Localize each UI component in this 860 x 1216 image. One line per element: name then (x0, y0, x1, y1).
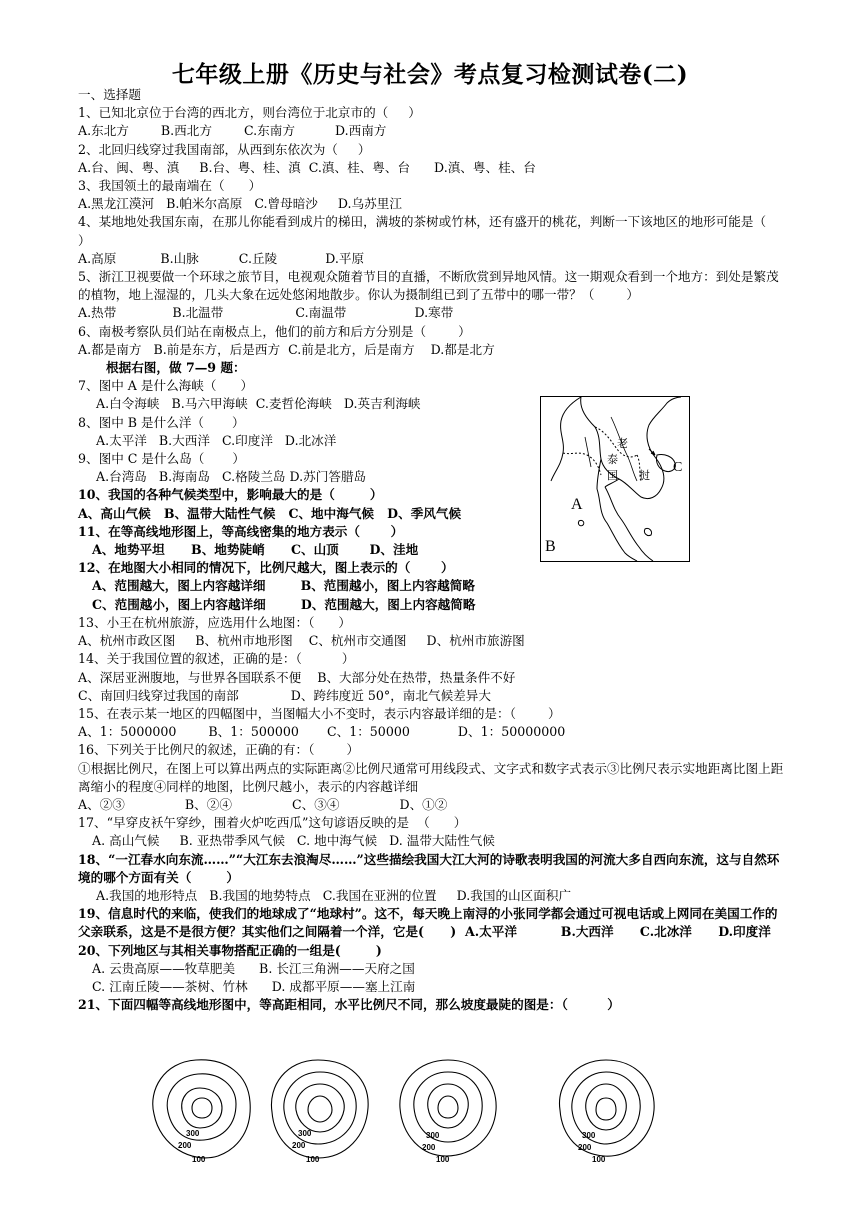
question-18: 18、“一江春水向东流……”“大江东去浪淘尽……”这些描绘我国大江大河的诗歌表明我国的河流大多自西向东流，这与自然环境的哪个方面有关（ ） (78, 851, 780, 885)
options-3: A.黑龙江漠河 B.帕米尔高原 C.曾母暗沙 D.乌苏里江 (78, 196, 402, 212)
options-6: A.都是南方 B.前是东方，后是西方 C.前是北方，后是南方 D.都是北方 (78, 341, 495, 357)
options-9: A.台湾岛 B.海南岛 C.格陵兰岛 D.苏门答腊岛 (96, 469, 367, 485)
options-7: A.白令海峡 B.马六甲海峡 C.麦哲伦海峡 D.英吉利海峡 (96, 396, 421, 412)
question-9: 9、图中 C 是什么岛（ ） (78, 451, 246, 467)
options-5: A.热带 B.北温带 C.南温带 D.寒带 (78, 305, 454, 321)
options-1: A.东北方 B.西北方 C.东南方 D.西南方 (78, 123, 387, 139)
contour-label-100: 100 (306, 1155, 320, 1164)
question-4: 4、某地地处我国东南，在那儿你能看到成片的梯田，满坡的茶树或竹林，还有盛开的桃花，判断一下该地区的地形可能是（ ） (78, 214, 787, 248)
question-13: 13、小王在杭州旅游，应选用什么地图：（ ） (78, 614, 352, 630)
map-label-a: A (571, 496, 583, 513)
southeast-asia-map (540, 396, 690, 562)
contour-drawing (262, 1052, 378, 1168)
question-17: 17、“早穿皮袄午穿纱，围着火炉吃西瓜”这句谚语反映的是 （ ） (78, 815, 467, 831)
contour-label-100: 100 (592, 1155, 606, 1164)
options-18: A.我国的地形特点 B.我国的地势特点 C.我国在亚洲的位置 D.我国的山区面积广 (96, 887, 572, 903)
question-11: 11、在等高线地形图上，等高线密集的地方表示（ ） (78, 523, 404, 539)
page-title: 七年级上册《历史与社会》考点复习检测试卷(二) (171, 61, 689, 88)
options-14b: C、南回归线穿过我国的南部 D、跨纬度近 50°，南北气候差异大 (78, 687, 491, 703)
question-19: 19、信息时代的来临，使我们的地球成了“地球村”。这不，每天晚上南浔的小张同学都会通过可视电话或上网同在美国工作的父亲联系，这是不是很方便？其实他们之间隔着一个洋，它是( ) A.太平洋 B.大西洋 C.北冰洋 D.印度洋 (78, 906, 778, 940)
options-17: A. 高山气候 B. 亚热带季风气候 C. 地中海气候 D. 温带大陆性气候 (92, 833, 495, 849)
question-5: 5、浙江卫视要做一个环球之旅节目，电视观众随着节目的直播，不断欣赏到异地风情。这一期观众看到一个地方：到处是繁茂的植物，地上湿湿的，几头大象在远处悠闲地散步。你认为摄制组已到了五带中的哪一带？（ ） (78, 269, 779, 303)
question-3: 3、我国领土的最南端在（ ） (78, 178, 262, 194)
question-6: 6、南极考察队员们站在南极点上，他们的前方和后方分别是（ ） (78, 323, 471, 339)
contour-label-300: 300 (582, 1131, 596, 1140)
options-20a: A. 云贵高原——牧草肥美 B. 长江三角洲——天府之国 (92, 960, 415, 976)
contour-label-200: 200 (292, 1141, 306, 1150)
contour-label-100: 100 (192, 1155, 206, 1164)
contour-label-300: 300 (298, 1129, 312, 1138)
map-label-tai: 泰 (607, 453, 618, 466)
question-15: 15、在表示某一地区的四幅图中，当图幅大小不变时，表示内容最详细的是：（ ） (78, 705, 561, 721)
map-label-wo: 挝 (639, 469, 650, 482)
options-2: A.台、闽、粤、滇 B.台、粤、桂、滇 C.滇、桂、粤、台 D.滇、粤、桂、台 (78, 159, 536, 175)
question-21: 21、下面四幅等高线地形图中，等高距相同，水平比例尺不同，那么坡度最陡的图是：（ ） (78, 997, 620, 1013)
question-7: 7、图中 A 是什么海峡（ ） (78, 378, 254, 394)
options-13: A、杭州市政区图 B、杭州市地形图 C、杭州市交通图 D、杭州市旅游图 (78, 633, 525, 649)
question-1: 1、已知北京位于台湾的西北方，则台湾位于北京市的（ ） (78, 105, 421, 121)
options-11: A、地势平坦 B、地势陡峭 C、山顶 D、洼地 (92, 542, 419, 558)
options-20b: C. 江南丘陵——茶树、竹林 D. 成都平原——塞上江南 (92, 978, 416, 994)
contour-map-2 (262, 1052, 378, 1168)
contour-drawing (390, 1052, 506, 1168)
contour-map-4 (548, 1052, 664, 1168)
options-12b: C、范围越小，图上内容越详细 D、范围越大，图上内容越简略 (92, 596, 476, 612)
contour-label-200: 200 (178, 1141, 192, 1150)
contour-label-300: 300 (186, 1129, 200, 1138)
question-20: 20、下列地区与其相关事物搭配正确的一组是( ) (78, 942, 382, 958)
map-instruction: 根据右图，做 7—9 题： (106, 360, 246, 376)
contour-label-200: 200 (578, 1143, 592, 1152)
question-16: 16、下列关于比例尺的叙述，正确的有：（ ） (78, 742, 360, 758)
question-14: 14、关于我国位置的叙述，正确的是：（ ） (78, 651, 355, 667)
map-drawing (541, 397, 689, 561)
map-label-c: C (673, 460, 683, 475)
contour-drawing (548, 1052, 664, 1168)
map-label-guo: 国 (607, 469, 618, 482)
contour-drawing (142, 1052, 258, 1168)
question-8: 8、图中 B 是什么洋（ ） (78, 414, 245, 430)
map-label-lao: 老 (617, 437, 628, 450)
contour-label-300: 300 (426, 1131, 440, 1140)
options-10: A、高山气候 B、温带大陆性气候 C、地中海气候 D、季风气候 (78, 505, 462, 521)
contour-label-100: 100 (436, 1155, 450, 1164)
options-4: A.高原 B.山脉 C.丘陵 D.平原 (78, 250, 365, 266)
options-16: A、②③ B、②④ C、③④ D、①② (78, 796, 448, 812)
options-12a: A、范围越大，图上内容越详细 B、范围越小，图上内容越简略 (92, 578, 475, 594)
contour-map-3 (390, 1052, 506, 1168)
question-2: 2、北回归线穿过我国南部，从西到东依次为（ ） (78, 141, 371, 157)
options-14a: A、深居亚洲腹地，与世界各国联系不便 B、大部分处在热带，热量条件不好 (78, 669, 516, 685)
options-15: A、1：5000000 B、1：500000 C、1：50000 D、1：50000000 (78, 724, 566, 740)
contour-label-200: 200 (422, 1143, 436, 1152)
map-label-b: B (545, 538, 556, 555)
question-10: 10、我国的各种气候类型中，影响最大的是（ ） (78, 487, 383, 503)
options-8: A.太平洋 B.大西洋 C.印度洋 D.北冰洋 (96, 432, 337, 448)
statements-16: ①根据比例尺，在图上可以算出两点的实际距离②比例尺通常可用线段式、文字式和数字式表示③比例尺表示实地距离比图上距离缩小的程度④同样的地图，比例尺越小，表示的内容越详细 (78, 760, 784, 794)
question-12: 12、在地图大小相同的情况下，比例尺越大，图上表示的（ ） (78, 560, 454, 576)
section-heading: 一、选择题 (78, 87, 141, 102)
contour-map-1 (142, 1052, 258, 1168)
